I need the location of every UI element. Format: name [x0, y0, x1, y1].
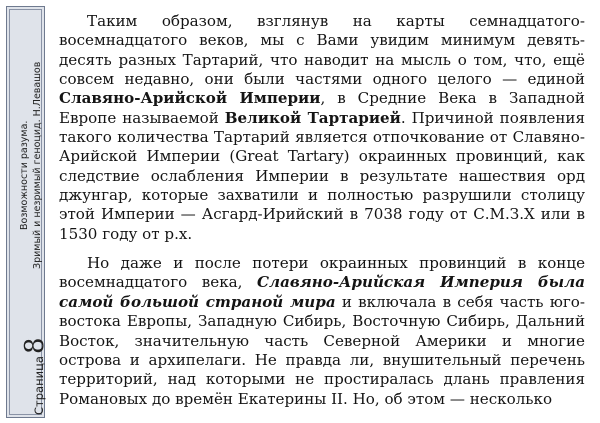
page-number: 8 — [20, 337, 50, 355]
page-sidebar — [6, 6, 50, 418]
paragraph-1-text-a: Таким образом, взглянув на карты семнадцатого-восемнадцатого веков, мы с Вами увидим минимум девять-десять разных Тартарий, что наводит на мысль о том, что, ещё совсем недавно, они были частями одного целого — единой — [59, 12, 585, 89]
paragraph-2 — [59, 254, 585, 409]
paragraph-2-bold-italic: Славяно-Арийская Империя была самой большой страной мира — [59, 273, 585, 311]
sidebar-book-title: Возможности разума. — [19, 120, 30, 230]
document-body — [59, 12, 585, 409]
sidebar-book-subtitle: Зримый и незримый геноцид. Н.Левашов — [32, 61, 43, 269]
page-label: Страница — [32, 356, 46, 415]
paragraph-1 — [59, 12, 585, 244]
paragraph-1-bold-empire: Славяно-Арийской Империи — [59, 89, 321, 108]
paragraph-2-text-b: и включала в себя часть юго-востока Европы, Западную Сибирь, Восточную Сибирь, Дальний Восток, значительную часть Северной Америки и многие острова и архипелаги. Не правда ли, внушительный перечень территорий, над которыми не простиралась длань правления Романовых до времён Екатерины II. Но, об этом — несколько — [59, 292, 585, 408]
paragraph-1-text-c: . Причиной появления такого количества Тартарий является отпочкование от Славяно-Арийской Империи (Great Tartary) окраинных провинций, как следствие ослабления Империи в результате нашествия орд джунгар, которые захватили и полностью разрушили столицу этой Империи — Асгард-Ирийский в 7038 году от С.М.З.Х или в 1530 году от р.х. — [59, 108, 585, 243]
paragraph-1-bold-tartary: Великой Тартарией — [224, 108, 401, 127]
paragraph-1-text-b: , в Средние Века в Западной Европе называемой — [59, 89, 585, 127]
page-indicator — [20, 338, 50, 416]
paragraph-2-text-a: Но даже и после потери окраинных провинций в конце восемнадцатого века, — [59, 254, 585, 292]
